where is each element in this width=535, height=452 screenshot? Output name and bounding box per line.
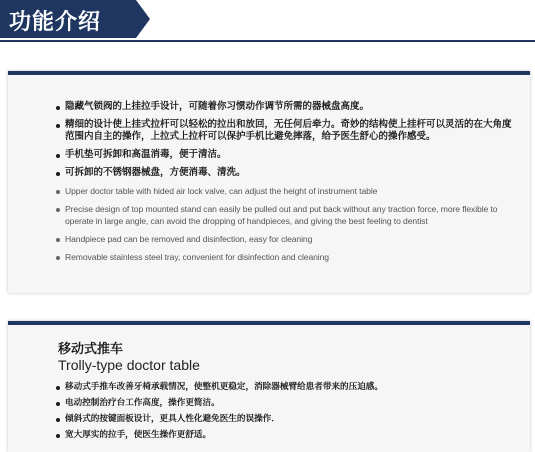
trolley-item-text: 移动式手推车改善牙椅承载情况，使整机更稳定，消除器械臂给患者带来的压迫感。 — [65, 382, 383, 392]
feature-text: Removable stainless steel tray, convenient for disinfection and cleaning — [65, 252, 329, 262]
list-item — [56, 233, 516, 245]
bullet-icon — [56, 402, 60, 406]
feature-text: Upper doctor table with hided air lock valve, can adjust the height of instrument table — [65, 186, 378, 196]
list-item — [56, 149, 516, 161]
bullet-icon — [56, 434, 60, 438]
feature-text: Precise design of top mounted stand can easily be pulled out and put back without any traction force, more flexible to operate in large angle, can avoid the dropping of handpieces, and giving the best feeling to dentist — [65, 204, 498, 226]
bullet-icon — [56, 238, 60, 242]
bullet-icon — [56, 386, 60, 390]
feature-text: 手机垫可拆卸和高温消毒，便于清洁。 — [65, 149, 227, 160]
bullet-icon — [56, 154, 60, 158]
list-item — [56, 397, 516, 409]
feature-text: Handpiece pad can be removed and disinfection, easy for cleaning — [65, 234, 313, 244]
list-item — [56, 413, 516, 425]
feature-text: 可拆卸的不锈钢器械盘，方便消毒、清洗。 — [65, 167, 246, 178]
feature-text: 精细的设计使上挂式拉杆可以轻松的拉出和放回，无任何后牵力。奇妙的结构使上挂杆可以灵活的在大角度范围内自主的操作，上拉式上拉杆可以保护手机比避免摔落，给予医生舒心的操作感受。 — [65, 119, 512, 142]
trolley-item-text: 电动控制治疗台工作高度，操作更简洁。 — [65, 398, 220, 408]
bullet-icon — [56, 256, 60, 260]
trolley-title: 移动式推车 — [58, 342, 124, 357]
bullet-icon — [56, 208, 60, 212]
section-banner — [0, 0, 535, 44]
bullet-icon — [56, 172, 60, 176]
trolley-card — [8, 321, 530, 452]
banner-divider — [0, 40, 535, 42]
features-list — [56, 101, 516, 269]
list-item — [56, 101, 516, 113]
card-accent-bar — [8, 71, 530, 75]
card-accent-bar — [8, 321, 530, 325]
list-item — [56, 429, 516, 441]
list-item — [56, 167, 516, 179]
bullet-icon — [56, 418, 60, 422]
feature-text: 隐藏气锁阀的上挂拉手设计，可随着你习惯动作调节所需的器械盘高度。 — [65, 101, 370, 112]
bullet-icon — [56, 190, 60, 194]
trolley-item-text: 倾斜式的按键面板设计，更具人性化避免医生的误操作． — [65, 414, 280, 424]
trolley-subtitle: Trolly-type doctor table — [58, 357, 200, 373]
list-item — [56, 203, 516, 227]
list-item — [56, 185, 516, 197]
bullet-icon — [56, 124, 60, 128]
trolley-item-text: 宽大厚实的拉手，使医生操作更舒适。 — [65, 430, 212, 440]
list-item — [56, 119, 516, 143]
features-card — [8, 71, 530, 293]
banner-title: 功能介绍 — [9, 10, 102, 35]
trolley-list — [56, 381, 516, 445]
list-item — [56, 381, 516, 393]
bullet-icon — [56, 106, 60, 110]
list-item — [56, 251, 516, 263]
